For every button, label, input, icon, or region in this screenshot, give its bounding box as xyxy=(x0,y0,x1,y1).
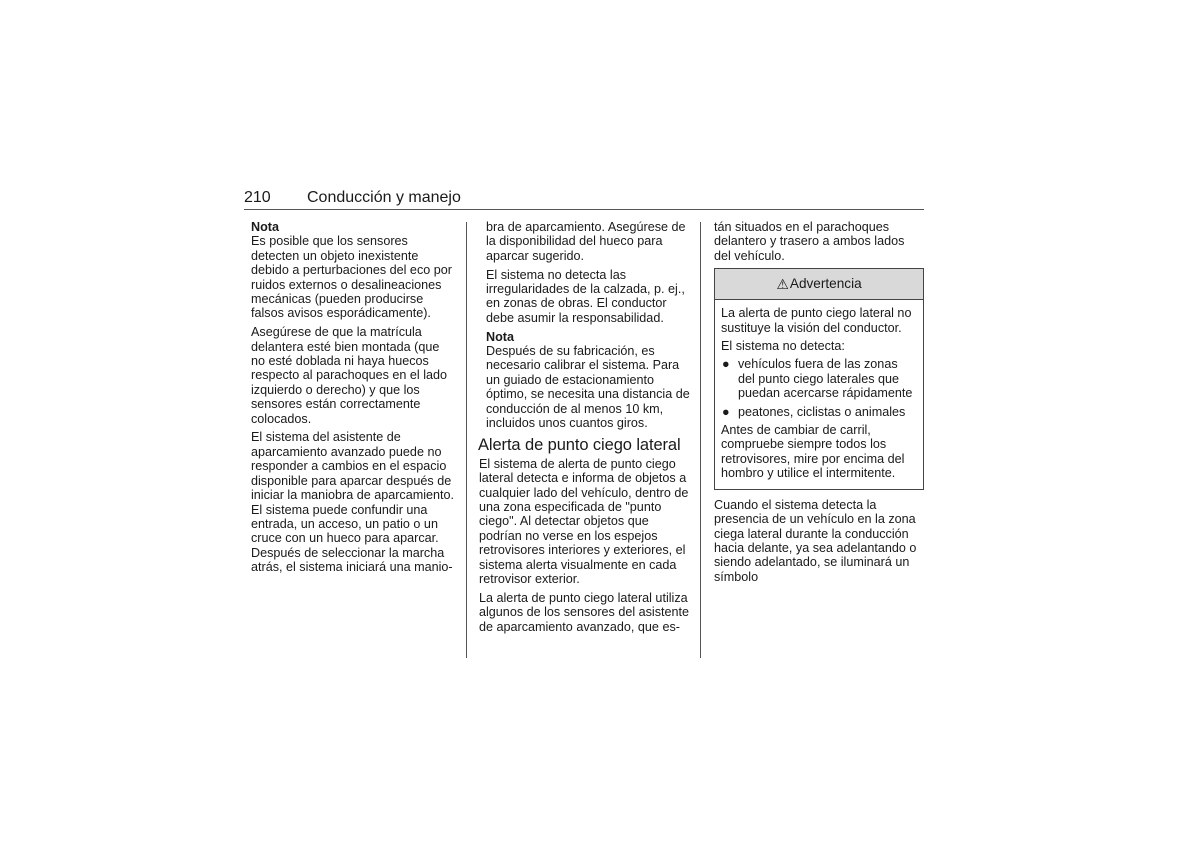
paragraph: El sistema del asistente de aparcamiento avanzado puede no responder a cambios en el espacio disponible para aparcar después de iniciar la maniobra de aparcamiento. El sistema puede confundir una entrada, un acceso, un patio o un cruce con un hueco para aparcar. Después de seleccionar la marcha atrás, el sistema iniciará una manio- xyxy=(251,430,455,575)
bullet-icon: ● xyxy=(722,404,730,419)
paragraph-continued: bra de aparcamiento. Asegúrese de la disponibilidad del hueco para aparcar sugerido. xyxy=(486,220,686,263)
warning-paragraph: La alerta de punto ciego lateral no sustituye la visión del conductor. xyxy=(721,306,912,335)
page-number: 210 xyxy=(244,189,271,206)
indented-block xyxy=(479,220,691,430)
warning-header xyxy=(715,269,923,300)
column-divider xyxy=(700,222,701,658)
column-2 xyxy=(479,220,691,639)
bullet-icon: ● xyxy=(722,357,730,372)
paragraph: El sistema no detecta las irregularidades de la calzada, p. ej., en zonas de obras. El conductor debe asumir la responsabilidad. xyxy=(486,267,685,325)
warning-list xyxy=(721,357,917,419)
warning-title: Advertencia xyxy=(789,276,862,292)
warning-paragraph: Antes de cambiar de carril, compruebe siempre todos los retrovisores, mire por encima del hombro y utilice el intermitente. xyxy=(721,423,905,481)
note-label: Nota xyxy=(486,329,514,344)
warning-paragraph: El sistema no detecta: xyxy=(721,339,845,354)
header-rule xyxy=(244,209,924,210)
paragraph: La alerta de punto ciego lateral utiliza algunos de los sensores del asistente de aparcamiento avanzado, que es- xyxy=(479,590,690,634)
warning-triangle-icon: ⚠ xyxy=(776,276,789,293)
paragraph: El sistema de alerta de punto ciego lateral detecta e informa de objetos a cualquier lado del vehículo, dentro de una zona especificada de "punto ciego". Al detectar objetos que podrían no verse en los espejos retrovisores interiores y exteriores, el sistema alerta visualmente en cada retrovisor exterior. xyxy=(479,456,689,587)
column-3 xyxy=(714,220,924,589)
note-text: Después de su fabricación, es necesario calibrar el sistema. Para un guiado de estacionamiento óptimo, se necesita una distancia de conducción de al menos 10 km, incluidos unos cuantos giros. xyxy=(486,344,690,431)
section-title: Conducción y manejo xyxy=(307,189,461,206)
note-label: Nota xyxy=(251,220,279,234)
list-item-text: vehículos fuera de las zonas del punto ciego laterales que puedan acercarse rápidamente xyxy=(738,357,913,401)
warning-body xyxy=(715,300,923,488)
column-divider xyxy=(466,222,467,658)
list-item xyxy=(721,405,917,419)
paragraph: Asegúrese de que la matrícula delantera esté bien montada (que no esté doblada ni haya huecos respecto al parachoques en el lado izquierdo o derecho) y que los sensores están correctamente colocados. xyxy=(251,325,448,426)
column-1 xyxy=(251,220,456,579)
list-item-text: peatones, ciclistas o animales xyxy=(738,404,906,419)
list-item xyxy=(721,357,917,400)
section-heading: Alerta de punto ciego lateral xyxy=(478,435,681,454)
warning-box xyxy=(714,268,924,489)
paragraph: Cuando el sistema detecta la presencia de un vehículo en la zona ciega lateral durante la conducción hacia delante, ya sea adelantando o siendo adelantado, se iluminará un símbolo xyxy=(714,497,917,584)
paragraph-continued: tán situados en el parachoques delantero y trasero a ambos lados del vehículo. xyxy=(714,220,905,263)
note-text: Es posible que los sensores detecten un objeto inexistente debido a perturbaciones del eco por ruidos externos o desalineaciones mecánicas (pueden producirse falsos avisos esporádicamente). xyxy=(251,234,452,321)
